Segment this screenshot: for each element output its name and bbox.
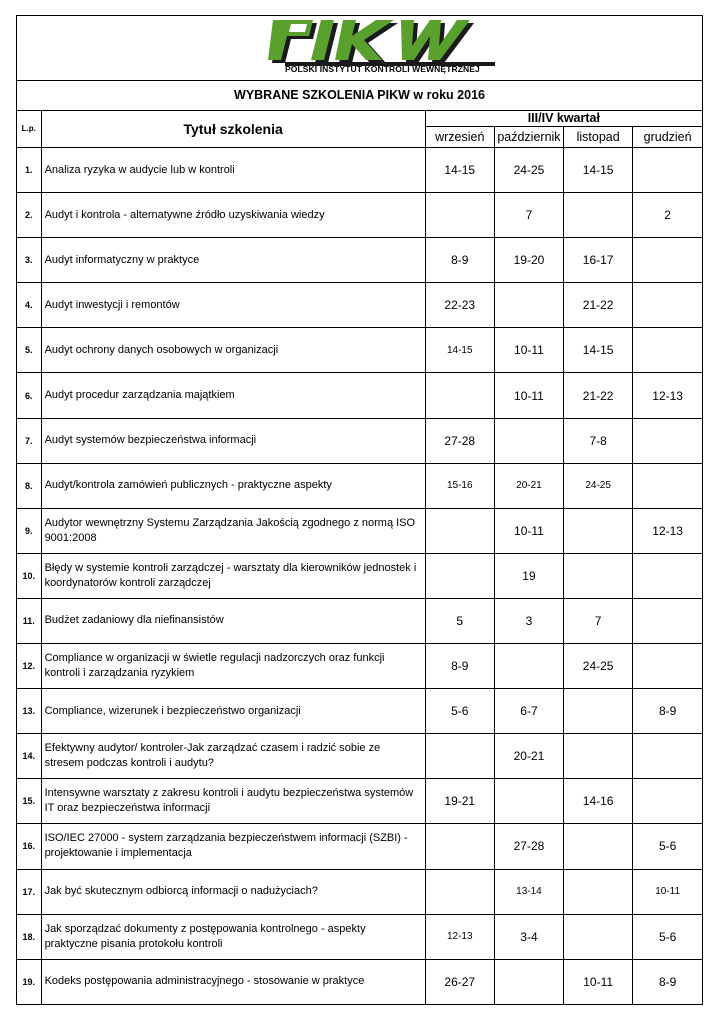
row-number: 16. — [17, 824, 41, 869]
date-cell-october: 10-11 — [494, 373, 563, 418]
date-cell-december — [633, 283, 702, 328]
date-cell-december — [633, 598, 702, 643]
date-cell-october: 3 — [494, 598, 563, 643]
row-number: 15. — [17, 779, 41, 824]
table-row — [17, 328, 702, 373]
date-cell-november: 16-17 — [564, 238, 633, 283]
date-cell-november: 14-16 — [564, 779, 633, 824]
date-cell-november: 10-11 — [564, 959, 633, 1004]
logo-caption: POLSKI INSTYTUT KONTROLI WEWNĘTRZNEJ — [285, 64, 480, 74]
table-row — [17, 824, 702, 869]
pikw-logo — [255, 18, 495, 68]
date-cell-september — [425, 734, 494, 779]
table-row — [17, 508, 702, 553]
date-cell-october: 19 — [494, 553, 563, 598]
date-cell-november: 14-15 — [564, 148, 633, 193]
table-row — [17, 373, 702, 418]
header-month-november: listopad — [564, 127, 633, 148]
date-cell-december — [633, 328, 702, 373]
logo-header — [17, 16, 702, 81]
date-cell-november: 14-15 — [564, 328, 633, 373]
date-cell-december: 12-13 — [633, 508, 702, 553]
date-cell-november — [564, 553, 633, 598]
date-cell-november: 7 — [564, 598, 633, 643]
date-cell-september: 5-6 — [425, 689, 494, 734]
date-cell-december: 5-6 — [633, 914, 702, 959]
date-cell-september — [425, 193, 494, 238]
date-cell-november — [564, 824, 633, 869]
table-row — [17, 283, 702, 328]
table-row — [17, 914, 702, 959]
table-row — [17, 689, 702, 734]
table-row — [17, 193, 702, 238]
training-title: Analiza ryzyka w audycie lub w kontroli — [41, 148, 425, 193]
date-cell-december: 8-9 — [633, 689, 702, 734]
date-cell-september: 8-9 — [425, 238, 494, 283]
row-number: 13. — [17, 689, 41, 734]
date-cell-october: 10-11 — [494, 508, 563, 553]
date-cell-october: 20-21 — [494, 463, 563, 508]
date-cell-december: 5-6 — [633, 824, 702, 869]
training-title: Efektywny audytor/ kontroler-Jak zarządzać czasem i radzić sobie ze stresem podczas kontroli i audytu? — [41, 734, 425, 779]
date-cell-september: 22-23 — [425, 283, 494, 328]
date-cell-december — [633, 238, 702, 283]
date-cell-october: 10-11 — [494, 328, 563, 373]
date-cell-september: 12-13 — [425, 914, 494, 959]
date-cell-september: 15-16 — [425, 463, 494, 508]
date-cell-december — [633, 779, 702, 824]
date-cell-september: 14-15 — [425, 148, 494, 193]
table-row — [17, 779, 702, 824]
training-title: Audytor wewnętrzny Systemu Zarządzania Jakością zgodnego z normą ISO 9001:2008 — [41, 508, 425, 553]
training-title: Compliance w organizacji w świetle regulacji nadzorczych oraz funkcji kontroli i zarządzania ryzykiem — [41, 644, 425, 689]
date-cell-october: 20-21 — [494, 734, 563, 779]
row-number: 14. — [17, 734, 41, 779]
date-cell-december — [633, 644, 702, 689]
date-cell-november — [564, 193, 633, 238]
date-cell-november: 21-22 — [564, 283, 633, 328]
row-number: 5. — [17, 328, 41, 373]
date-cell-october — [494, 959, 563, 1004]
date-cell-december: 8-9 — [633, 959, 702, 1004]
date-cell-december — [633, 148, 702, 193]
document-title: WYBRANE SZKOLENIA PIKW w roku 2016 — [17, 80, 702, 111]
date-cell-december: 2 — [633, 193, 702, 238]
row-number: 11. — [17, 598, 41, 643]
table-row — [17, 238, 702, 283]
table-row — [17, 959, 702, 1004]
date-cell-september — [425, 869, 494, 914]
header-quarter: III/IV kwartał — [425, 110, 702, 127]
date-cell-december — [633, 734, 702, 779]
date-cell-october: 6-7 — [494, 689, 563, 734]
training-title: Audyt informatyczny w praktyce — [41, 238, 425, 283]
row-number: 6. — [17, 373, 41, 418]
date-cell-november: 24-25 — [564, 463, 633, 508]
training-title: Audyt systemów bezpieczeństwa informacji — [41, 418, 425, 463]
date-cell-november — [564, 508, 633, 553]
date-cell-september — [425, 508, 494, 553]
date-cell-november — [564, 914, 633, 959]
date-cell-october: 13-14 — [494, 869, 563, 914]
date-cell-september — [425, 824, 494, 869]
date-cell-october — [494, 644, 563, 689]
table-row — [17, 553, 702, 598]
date-cell-october: 3-4 — [494, 914, 563, 959]
date-cell-october — [494, 779, 563, 824]
row-number: 4. — [17, 283, 41, 328]
date-cell-october — [494, 418, 563, 463]
row-number: 17. — [17, 869, 41, 914]
table-row — [17, 869, 702, 914]
training-title: Audyt i kontrola - alternatywne źródło uzyskiwania wiedzy — [41, 193, 425, 238]
date-cell-september: 14-15 — [425, 328, 494, 373]
training-title: Jak być skutecznym odbiorcą informacji o nadużyciach? — [41, 869, 425, 914]
date-cell-november — [564, 734, 633, 779]
table-row — [17, 734, 702, 779]
training-schedule-sheet — [16, 15, 703, 1005]
date-cell-september: 8-9 — [425, 644, 494, 689]
training-title: Audyt ochrony danych osobowych w organizacji — [41, 328, 425, 373]
header-month-december: grudzień — [633, 127, 702, 148]
header-title: Tytuł szkolenia — [41, 110, 425, 148]
date-cell-september: 19-21 — [425, 779, 494, 824]
training-title: Compliance, wizerunek i bezpieczeństwo organizacji — [41, 689, 425, 734]
date-cell-september: 5 — [425, 598, 494, 643]
row-number: 3. — [17, 238, 41, 283]
date-cell-november: 21-22 — [564, 373, 633, 418]
date-cell-september: 27-28 — [425, 418, 494, 463]
row-number: 2. — [17, 193, 41, 238]
date-cell-december — [633, 553, 702, 598]
table-row — [17, 463, 702, 508]
table-row — [17, 598, 702, 643]
training-title: Audyt/kontrola zamówień publicznych - praktyczne aspekty — [41, 463, 425, 508]
date-cell-november: 24-25 — [564, 644, 633, 689]
date-cell-september — [425, 373, 494, 418]
row-number: 7. — [17, 418, 41, 463]
header-month-october: październik — [494, 127, 563, 148]
date-cell-october: 24-25 — [494, 148, 563, 193]
row-number: 10. — [17, 553, 41, 598]
training-title: Budżet zadaniowy dla niefinansistów — [41, 598, 425, 643]
header-month-september: wrzesień — [425, 127, 494, 148]
date-cell-october: 7 — [494, 193, 563, 238]
training-title: Kodeks postępowania administracyjnego - stosowanie w praktyce — [41, 959, 425, 1004]
date-cell-december: 10-11 — [633, 869, 702, 914]
training-title: Audyt inwestycji i remontów — [41, 283, 425, 328]
date-cell-november — [564, 689, 633, 734]
date-cell-september: 26-27 — [425, 959, 494, 1004]
date-cell-october — [494, 283, 563, 328]
training-table — [17, 110, 702, 1005]
row-number: 8. — [17, 463, 41, 508]
date-cell-november: 7-8 — [564, 418, 633, 463]
date-cell-december — [633, 418, 702, 463]
table-row — [17, 148, 702, 193]
date-cell-october: 27-28 — [494, 824, 563, 869]
table-row — [17, 644, 702, 689]
header-lp: L.p. — [17, 110, 41, 148]
row-number: 9. — [17, 508, 41, 553]
row-number: 1. — [17, 148, 41, 193]
date-cell-september — [425, 553, 494, 598]
date-cell-november — [564, 869, 633, 914]
training-title: Błędy w systemie kontroli zarządczej - warsztaty dla kierowników jednostek i koordynatorów kontroli zarządczej — [41, 553, 425, 598]
training-title: Jak sporządzać dokumenty z postępowania kontrolnego - aspekty praktyczne pisania protokołu kontroli — [41, 914, 425, 959]
training-title: Intensywne warsztaty z zakresu kontroli i audytu bezpieczeństwa systemów IT oraz bezpieczeństwa informacji — [41, 779, 425, 824]
date-cell-december: 12-13 — [633, 373, 702, 418]
date-cell-december — [633, 463, 702, 508]
row-number: 18. — [17, 914, 41, 959]
row-number: 19. — [17, 959, 41, 1004]
table-row — [17, 418, 702, 463]
row-number: 12. — [17, 644, 41, 689]
training-title: Audyt procedur zarządzania majątkiem — [41, 373, 425, 418]
date-cell-october: 19-20 — [494, 238, 563, 283]
training-title: ISO/IEC 27000 - system zarządzania bezpieczeństwem informacji (SZBI) - projektowanie i implementacja — [41, 824, 425, 869]
